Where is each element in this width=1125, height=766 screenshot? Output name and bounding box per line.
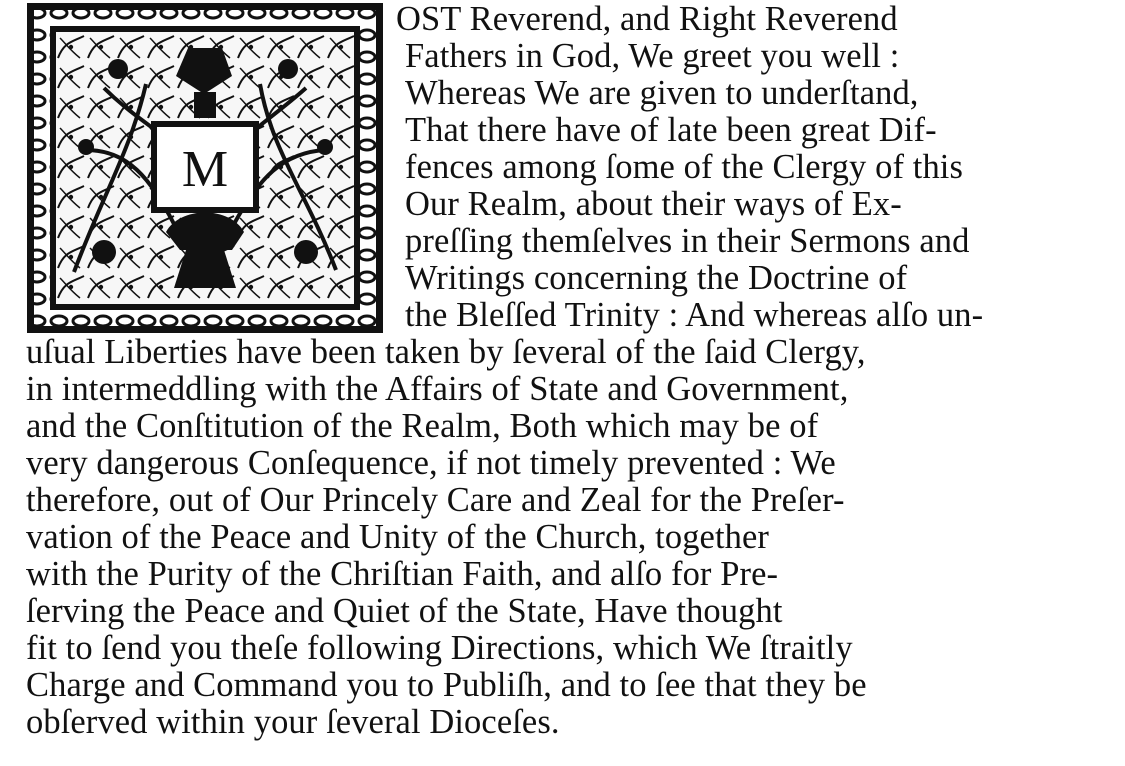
text-line-18: fit to ſend you theſe following Directions, which We ſtraitly [26,629,853,667]
text-line-9: the Bleſſed Trinity : And whereas alſo un- [405,296,984,334]
text-line-2: Fathers in God, We greet you well : [405,37,900,75]
drop-cap-letter: M [181,141,229,198]
text-line-6: Our Realm, about their ways of Ex- [405,185,902,223]
text-line-13: very dangerous Conſequence, if not timely prevented : We [26,444,836,482]
text-line-12: and the Conſtitution of the Realm, Both which may be of [26,407,819,445]
text-line-4: That there have of late been great Dif- [405,111,937,149]
text-line-11: in intermeddling with the Affairs of State and Government, [26,370,849,408]
text-line-16: with the Purity of the Chriſtian Faith, and alſo for Pre- [26,555,779,593]
text-line-3: Whereas We are given to underſtand, [405,74,919,112]
decorated-initial [26,2,384,334]
text-line-7: preſſing themſelves in their Sermons and [405,222,970,260]
text-line-1: OST Reverend, and Right Reverend [396,0,898,38]
text-line-10: uſual Liberties have been taken by ſeveral of the ſaid Clergy, [26,333,866,371]
text-line-8: Writings concerning the Doctrine of [405,259,908,297]
text-line-19: Charge and Command you to Publiſh, and to ſee that they be [26,666,867,704]
text-line-15: vation of the Peace and Unity of the Church, together [26,518,769,556]
text-line-20: obſerved within your ſeveral Dioceſes. [26,703,560,741]
text-line-17: ſerving the Peace and Quiet of the State, Have thought [26,592,783,630]
text-line-14: therefore, out of Our Princely Care and Zeal for the Preſer- [26,481,845,519]
text-line-5: fences among ſome of the Clergy of this [405,148,964,186]
ornament-frame [26,2,384,334]
